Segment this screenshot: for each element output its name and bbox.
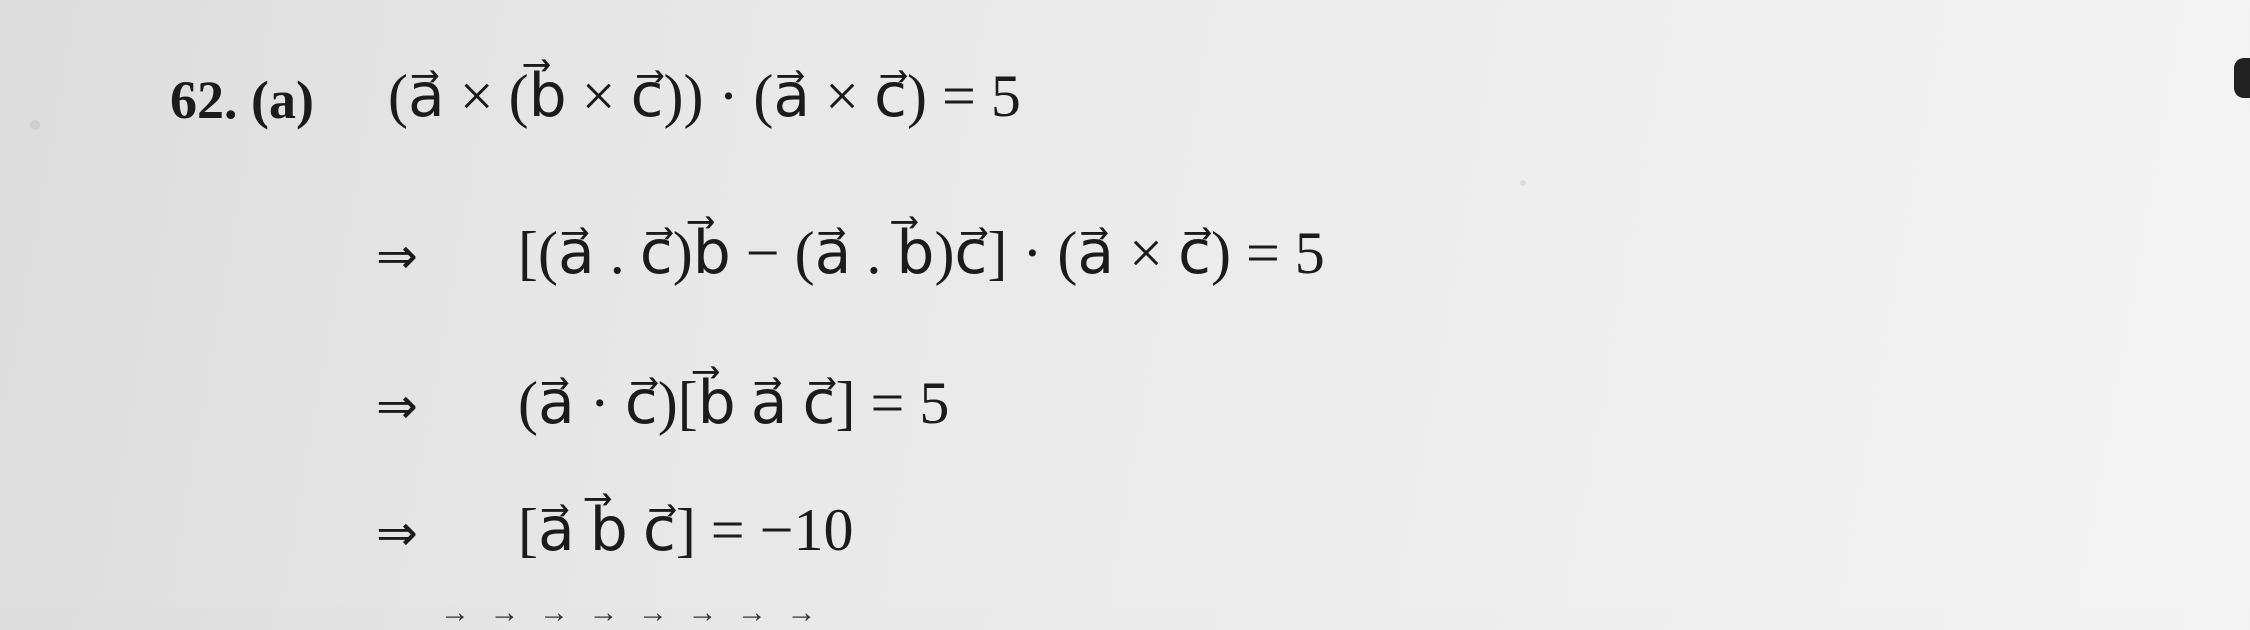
equation-line-1: (a⃗ × (b⃗ × c⃗)) · (a⃗ × c⃗) = 5	[388, 63, 1021, 129]
page-edge-mark	[2234, 58, 2250, 98]
equation-line-2: [(a⃗ . c⃗)b⃗ − (a⃗ . b⃗)c⃗] · (a⃗ × c⃗) = 5	[518, 220, 1325, 286]
equation-line-3: (a⃗ · c⃗)[b⃗ a⃗ c⃗] = 5	[518, 370, 950, 436]
paper-speck	[30, 120, 40, 130]
implies-symbol: ⇒	[376, 504, 418, 562]
paper-speck	[1520, 180, 1526, 186]
cutoff-next-line: → → → → → → → →	[440, 596, 823, 629]
implies-symbol: ⇒	[376, 227, 418, 285]
implies-symbol: ⇒	[376, 377, 418, 435]
equation-line-4: [a⃗ b⃗ c⃗] = −10	[518, 497, 854, 563]
question-number: 62. (a)	[170, 70, 314, 130]
